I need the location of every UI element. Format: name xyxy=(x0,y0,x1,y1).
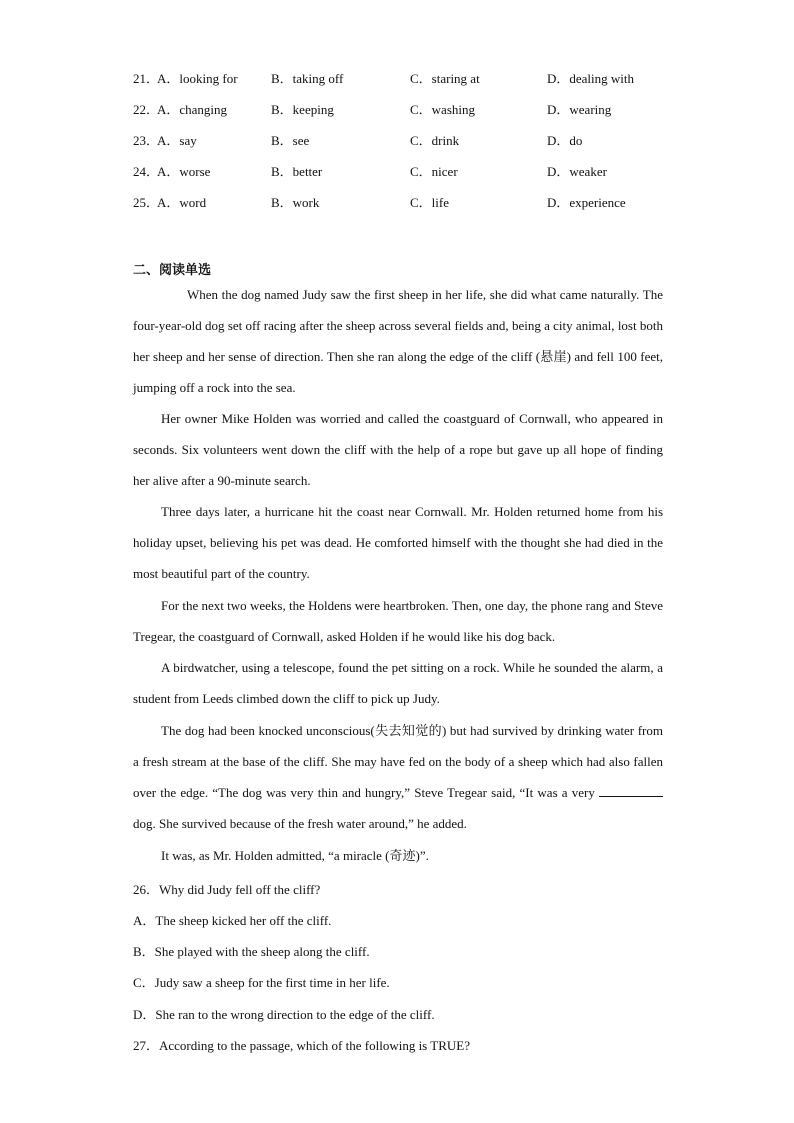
option-a: A．say xyxy=(157,133,197,148)
option-b: B．work xyxy=(271,195,320,210)
question-26-option-b: B．She played with the sheep along the cliff. xyxy=(133,944,370,959)
paragraph-6-quote-start: “It was a very xyxy=(519,785,599,800)
question-number: 25． xyxy=(133,195,160,210)
passage-paragraph-5: A birdwatcher, using a telescope, found the pet sitting on a rock. While he sounded the alarm, a student from Leeds climbed down the cliff to pick up Judy. xyxy=(133,660,663,706)
paragraph-6-quote-end: dog. She survived because of the fresh water around,” he added. xyxy=(133,816,467,831)
passage-paragraph-1: When the dog named Judy saw the first sheep in her life, she did what came naturally. The four-year-old dog set off racing after the sheep across several fields and, being a city animal, lost both her sheep and her sense of direction. Then she ran along the edge of the cliff (悬崖) and fell 100 feet, jumping off a rock into the sea. xyxy=(133,287,663,395)
option-c: C．staring at xyxy=(410,71,480,86)
passage-paragraph-7: It was, as Mr. Holden admitted, “a miracle (奇迹)”. xyxy=(161,848,429,863)
passage-paragraph-4: For the next two weeks, the Holdens were heartbroken. Then, one day, the phone rang and Steve Tregear, the coastguard of Cornwall, asked Holden if he would like his dog back. xyxy=(133,598,663,644)
option-b: B．see xyxy=(271,133,310,148)
option-a: A．worse xyxy=(157,164,211,179)
option-c: C．washing xyxy=(410,102,476,117)
paragraph-6-text: The dog had been knocked unconscious(失去知觉的) but had survived by drinking water from a fresh stream at the base of the cliff. She may have fed on the body of a sheep which had also fallen over the edge. “The dog was very thin and hungry,” Steve Tregear said, xyxy=(133,723,663,800)
option-d: D．weaker xyxy=(547,164,607,179)
option-b: B．better xyxy=(271,164,323,179)
option-c: C．nicer xyxy=(410,164,458,179)
question-26-option-d: D．She ran to the wrong direction to the edge of the cliff. xyxy=(133,1007,435,1022)
option-b: B．taking off xyxy=(271,71,344,86)
question-26-option-a: A．The sheep kicked her off the cliff. xyxy=(133,913,332,928)
option-a: A．word xyxy=(157,195,207,210)
question-22-options xyxy=(133,99,693,119)
option-d: D．experience xyxy=(547,195,626,210)
option-c: C．life xyxy=(410,195,449,210)
option-c: C．drink xyxy=(410,133,460,148)
passage-paragraph-3: Three days later, a hurricane hit the coast near Cornwall. Mr. Holden returned home from his holiday upset, believing his pet was dead. He comforted himself with the thought she had died in the most beautiful part of the country. xyxy=(133,504,663,581)
option-a: A．changing xyxy=(157,102,228,117)
question-number: 22． xyxy=(133,102,160,117)
passage-paragraph-2: Her owner Mike Holden was worried and called the coastguard of Cornwall, who appeared in seconds. Six volunteers went down the cliff with the help of a rope but gave up all hope of finding her alive after a 90-minute search. xyxy=(133,411,663,488)
question-number: 23． xyxy=(133,133,160,148)
question-number: 24． xyxy=(133,164,160,179)
option-d: D．do xyxy=(547,133,583,148)
section-title: 二、阅读单选 xyxy=(133,263,212,278)
fill-in-blank xyxy=(599,784,663,797)
question-26-stem: 26．Why did Judy fell off the cliff? xyxy=(133,882,321,897)
option-d: D．wearing xyxy=(547,102,612,117)
option-a: A．looking for xyxy=(157,71,238,86)
question-21-options xyxy=(133,68,693,88)
question-23-options xyxy=(133,130,693,150)
question-27-stem: 27．According to the passage, which of the following is TRUE? xyxy=(133,1038,470,1053)
passage-paragraph-6 xyxy=(133,715,663,839)
option-b: B．keeping xyxy=(271,102,334,117)
question-number: 21． xyxy=(133,71,160,86)
question-26-option-c: C．Judy saw a sheep for the first time in her life. xyxy=(133,975,390,990)
question-25-options xyxy=(133,192,693,212)
option-d: D．dealing with xyxy=(547,71,635,86)
question-24-options xyxy=(133,161,693,181)
